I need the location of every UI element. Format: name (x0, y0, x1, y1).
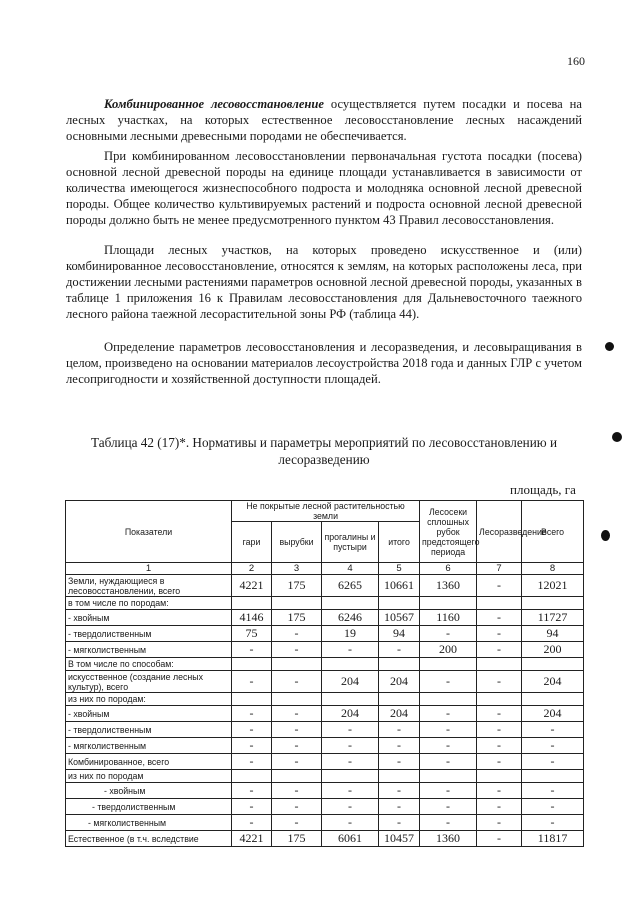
column-number: 2 (232, 563, 272, 575)
cell-value: - (420, 626, 477, 642)
header-indicators: Показатели (66, 501, 232, 563)
cell-value: - (232, 799, 272, 815)
cell-value: - (522, 783, 584, 799)
cell-value: - (379, 815, 420, 831)
cell-value (232, 693, 272, 706)
column-number: 7 (477, 563, 522, 575)
cell-value: - (232, 722, 272, 738)
cell-value (322, 693, 379, 706)
cell-value: - (522, 722, 584, 738)
cell-value: 10457 (379, 831, 420, 847)
cell-value: 4221 (232, 831, 272, 847)
cell-value: - (322, 799, 379, 815)
cell-value: - (232, 642, 272, 658)
table-row (66, 610, 584, 626)
cell-value: 200 (420, 642, 477, 658)
row-label: - хвойным (66, 783, 232, 799)
margin-ink-spot (601, 530, 610, 541)
cell-value (522, 597, 584, 610)
cell-value: 6265 (322, 575, 379, 597)
norms-table (65, 500, 584, 847)
cell-value: 75 (232, 626, 272, 642)
cell-value (420, 770, 477, 783)
table-caption: Таблица 42 (17)*. Нормативы и параметры мероприятий по лесовосстановлению и лесоразведению (90, 435, 557, 467)
paragraph-2-text: При комбинированном лесовосстановлении первоначальная густота посадки (посева) основной лесной древесной породы на единице площади устанавливается в зависимости от количества имеющегося жизнеспособного подроста и молодняка основной лесной древесной породы. Общее количество культивируемых растений и подроста основной лесной древесной породы должно быть не менее предусмотренного пунктом 43 Правил лесовосстановления. (66, 149, 582, 228)
cell-value: 204 (322, 706, 379, 722)
cell-value: - (322, 783, 379, 799)
cell-value: - (522, 754, 584, 770)
cell-value: - (477, 706, 522, 722)
row-label: Комбинированное, всего (66, 754, 232, 770)
header-group-total: итого (379, 522, 420, 563)
row-label: - мягколиственным (66, 738, 232, 754)
cell-value: - (522, 815, 584, 831)
cell-value: - (420, 754, 477, 770)
cell-value: - (477, 575, 522, 597)
cell-value (379, 693, 420, 706)
cell-value: - (232, 706, 272, 722)
row-label: В том числе по способам: (66, 658, 232, 671)
cell-value: - (522, 738, 584, 754)
row-label: - твердолиственным (66, 799, 232, 815)
column-number: 6 (420, 563, 477, 575)
cell-value: - (477, 815, 522, 831)
cell-value (379, 658, 420, 671)
cell-value: - (379, 642, 420, 658)
cell-value: - (232, 815, 272, 831)
cell-value: - (322, 642, 379, 658)
cell-value (420, 597, 477, 610)
row-label: из них по породам (66, 770, 232, 783)
cell-value: - (477, 626, 522, 642)
cell-value: 1360 (420, 575, 477, 597)
cell-value: - (420, 738, 477, 754)
cell-value: 175 (272, 575, 322, 597)
cell-value: 200 (522, 642, 584, 658)
cell-value: - (272, 671, 322, 693)
cell-value (232, 597, 272, 610)
cell-value: 204 (522, 671, 584, 693)
row-label: из них по породам: (66, 693, 232, 706)
cell-value: - (379, 738, 420, 754)
cell-value: 175 (272, 610, 322, 626)
cell-value (272, 658, 322, 671)
paragraph-parameters (66, 339, 582, 387)
cell-value (272, 597, 322, 610)
paragraph-combined-reforestation (66, 96, 582, 144)
table-row (66, 597, 584, 610)
cell-value: - (379, 799, 420, 815)
header-not-covered-lands: Не покрытые лесной растительностью земли (232, 501, 420, 522)
page-number: 160 (567, 54, 585, 68)
cell-value: - (232, 671, 272, 693)
table-row (66, 706, 584, 722)
cell-value: 10661 (379, 575, 420, 597)
paragraph-1-text: осуществляется путем посадки и посева на лесных участках, на которых естественное лесовосстановление лесных насаждений основными лесными древесными породами не обеспечивается. (66, 97, 582, 144)
header-total: Всего (522, 501, 584, 563)
cell-value: - (322, 754, 379, 770)
table-row (66, 738, 584, 754)
row-label: - мягколиственным (66, 642, 232, 658)
row-label: в том числе по породам: (66, 597, 232, 610)
cell-value: - (477, 831, 522, 847)
cell-value: - (322, 738, 379, 754)
cell-value (477, 770, 522, 783)
cell-value (322, 770, 379, 783)
cell-value: - (272, 754, 322, 770)
cell-value: - (322, 815, 379, 831)
column-number: 1 (66, 563, 232, 575)
paragraph-planting-density (66, 148, 582, 228)
row-label: искусственное (создание лесных культур), всего (66, 671, 232, 693)
table-row (66, 658, 584, 671)
term-combined-reforestation: Комбинированное лесовосстановление (104, 97, 325, 111)
cell-value (272, 770, 322, 783)
cell-value: - (420, 799, 477, 815)
cell-value: - (322, 722, 379, 738)
cell-value: - (272, 626, 322, 642)
cell-value (322, 658, 379, 671)
row-label: Естественное (в т.ч. вследствие (66, 831, 232, 847)
column-number: 5 (379, 563, 420, 575)
cell-value (477, 658, 522, 671)
cell-value: - (379, 783, 420, 799)
cell-value: - (232, 738, 272, 754)
cell-value: 6061 (322, 831, 379, 847)
cell-value: - (420, 783, 477, 799)
cell-value: 19 (322, 626, 379, 642)
table-row (66, 575, 584, 597)
cell-value: 11817 (522, 831, 584, 847)
cell-value (522, 693, 584, 706)
cell-value: - (272, 799, 322, 815)
header-cutting-areas: Лесосеки сплошных рубок предстоящего периода (420, 501, 477, 563)
row-label: - хвойным (66, 610, 232, 626)
cell-value (232, 658, 272, 671)
cell-value: 12021 (522, 575, 584, 597)
cell-value: - (477, 799, 522, 815)
cell-value: - (522, 799, 584, 815)
cell-value: - (477, 722, 522, 738)
cell-value: - (272, 815, 322, 831)
cell-value (232, 770, 272, 783)
column-number: 3 (272, 563, 322, 575)
paragraph-forest-plots (66, 242, 582, 322)
paragraph-4-text: Определение параметров лесовосстановления и лесоразведения, и лесовыращивания в целом, произведено на основании материалов лесоустройства 2018 года и данных ГЛР с учетом лесопригодности и хозяйственной доступности площадей. (66, 340, 582, 387)
cell-value: 94 (379, 626, 420, 642)
cell-value (477, 597, 522, 610)
cell-value: - (477, 754, 522, 770)
cell-value: - (420, 815, 477, 831)
cell-value: 10567 (379, 610, 420, 626)
row-label: - хвойным (66, 706, 232, 722)
table-row (66, 783, 584, 799)
cell-value: 204 (379, 671, 420, 693)
cell-value: 204 (322, 671, 379, 693)
cell-value (379, 597, 420, 610)
cell-value: - (477, 738, 522, 754)
cell-value (477, 693, 522, 706)
cell-value: - (379, 722, 420, 738)
header-glades: прогалины и пустыри (322, 522, 379, 563)
header-clearings: вырубки (272, 522, 322, 563)
cell-value: - (379, 754, 420, 770)
cell-value: - (420, 722, 477, 738)
cell-value (420, 693, 477, 706)
cell-value (522, 770, 584, 783)
column-number-row (66, 563, 584, 575)
cell-value: - (272, 706, 322, 722)
table-row (66, 754, 584, 770)
cell-value: 4146 (232, 610, 272, 626)
cell-value: - (420, 706, 477, 722)
row-label: - твердолиственным (66, 722, 232, 738)
cell-value: 1160 (420, 610, 477, 626)
cell-value: 6246 (322, 610, 379, 626)
cell-value: - (420, 671, 477, 693)
table-row (66, 799, 584, 815)
header-burns: гари (232, 522, 272, 563)
margin-ink-spot (612, 432, 622, 442)
cell-value: - (272, 738, 322, 754)
cell-value: - (272, 783, 322, 799)
cell-value: - (232, 754, 272, 770)
column-number: 8 (522, 563, 584, 575)
row-label: - твердолиственным (66, 626, 232, 642)
cell-value: - (477, 783, 522, 799)
cell-value: 94 (522, 626, 584, 642)
cell-value: - (477, 610, 522, 626)
cell-value (272, 693, 322, 706)
cell-value (420, 658, 477, 671)
margin-ink-spot (605, 342, 614, 351)
table-row (66, 815, 584, 831)
cell-value: 1360 (420, 831, 477, 847)
cell-value: - (272, 722, 322, 738)
table-row (66, 671, 584, 693)
cell-value: - (477, 642, 522, 658)
paragraph-3-text: Площади лесных участков, на которых проведено искусственное и (или) комбинированное лесовосстановление, относятся к землям, на которых расположены леса, при достижении лесными растениями параметров основной лесной древесной породы, указанных в таблице 1 приложения 16 к Правилам лесовосстановления для Дальневосточного таежного лесного района таежной лесорастительной зоны РФ (таблица 44). (66, 243, 582, 322)
row-label: - мягколиственным (66, 815, 232, 831)
cell-value: - (232, 783, 272, 799)
table-row (66, 831, 584, 847)
cell-value: 204 (379, 706, 420, 722)
table-body (66, 563, 584, 847)
cell-value: 175 (272, 831, 322, 847)
cell-value: 4221 (232, 575, 272, 597)
table-row (66, 642, 584, 658)
cell-value: - (477, 671, 522, 693)
column-number: 4 (322, 563, 379, 575)
table-row (66, 693, 584, 706)
cell-value (379, 770, 420, 783)
header-forest-land: Лесоразведение (477, 501, 522, 563)
cell-value: 11727 (522, 610, 584, 626)
table-row (66, 626, 584, 642)
cell-value (522, 658, 584, 671)
cell-value: 204 (522, 706, 584, 722)
row-label: Земли, нуждающиеся в лесовосстановлении, всего (66, 575, 232, 597)
table-row (66, 770, 584, 783)
table-row (66, 722, 584, 738)
cell-value: - (272, 642, 322, 658)
table-units: площадь, га (510, 482, 576, 497)
cell-value (322, 597, 379, 610)
